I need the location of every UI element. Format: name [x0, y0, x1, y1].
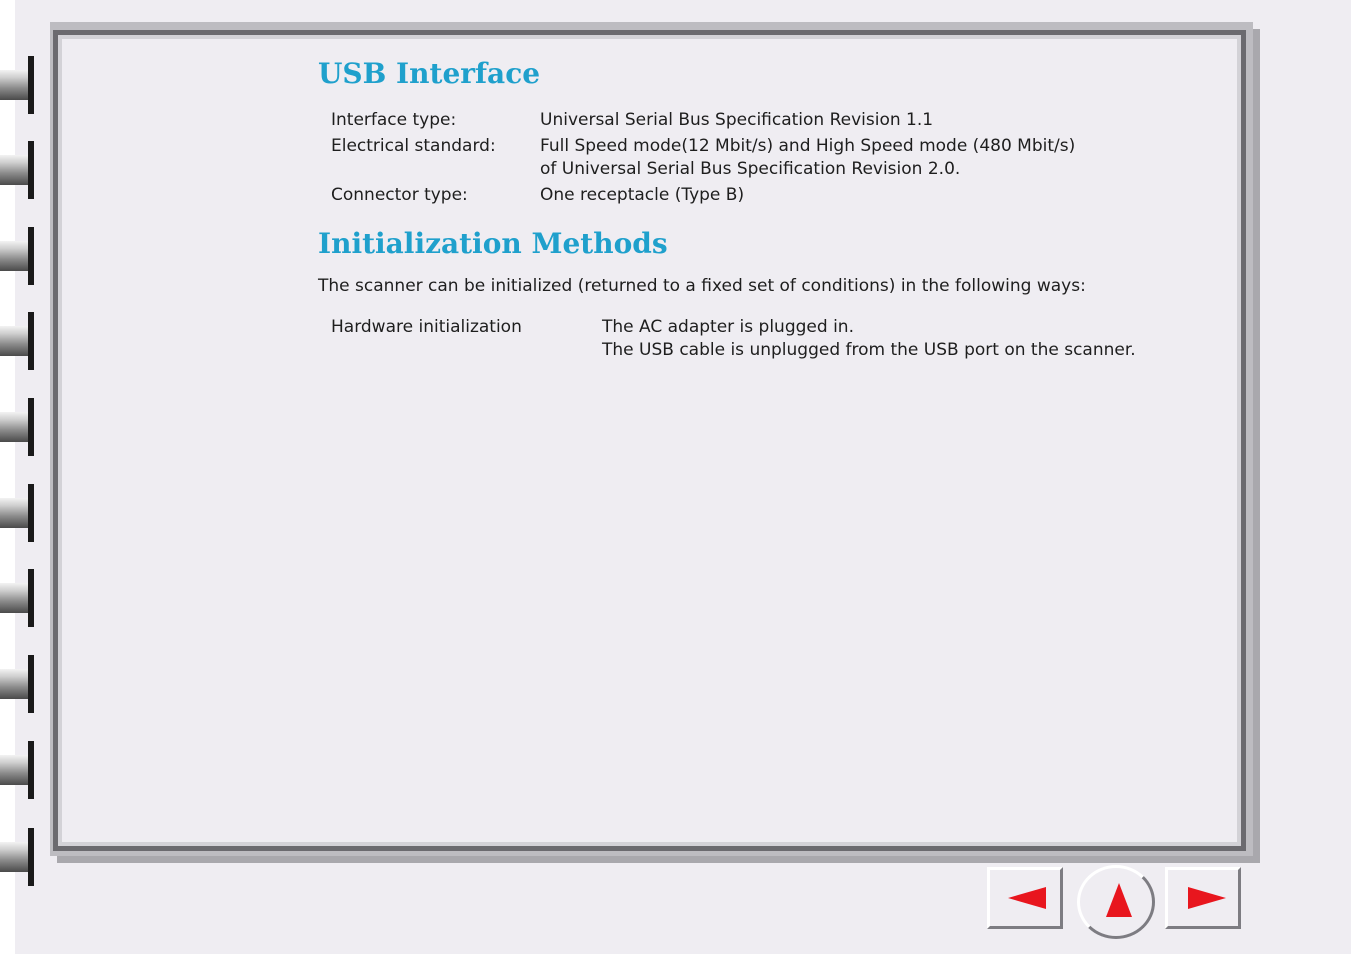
up-button[interactable]	[1077, 865, 1155, 937]
spec-label: Interface type:	[331, 110, 457, 130]
binding-ring	[0, 741, 34, 799]
binding-ring	[0, 141, 34, 199]
page-content	[318, 55, 1218, 362]
spec-label: Connector type:	[331, 185, 468, 205]
spec-value: Universal Serial Bus Specification Revision 1.1	[540, 110, 934, 130]
spec-row-connector-type	[331, 184, 1218, 207]
previous-page-button[interactable]	[987, 867, 1063, 929]
binding-ring	[0, 227, 34, 285]
spec-value: One receptacle (Type B)	[540, 185, 745, 205]
init-values: The AC adapter is plugged in. The USB cable is unplugged from the USB port on the scanner.	[602, 317, 1136, 360]
binding-ring	[0, 655, 34, 713]
spec-value: Full Speed mode(12 Mbit/s) and High Speed mode (480 Mbit/s) of Universal Serial Bus Specification Revision 2.0.	[540, 136, 1076, 179]
binding-ring	[0, 569, 34, 627]
next-page-button[interactable]	[1165, 867, 1241, 929]
init-row-hardware	[331, 316, 1218, 362]
spec-row-electrical-standard	[331, 135, 1218, 181]
up-arrow-icon	[1106, 883, 1132, 917]
usb-interface-heading: USB Interface	[318, 57, 541, 90]
binding-ring	[0, 828, 34, 886]
left-arrow-icon	[1008, 887, 1046, 909]
initialization-intro: The scanner can be initialized (returned to a fixed set of conditions) in the following ways:	[318, 276, 1086, 296]
binding-ring	[0, 484, 34, 542]
spec-label: Electrical standard:	[331, 136, 496, 156]
binding-ring	[0, 56, 34, 114]
binding-ring	[0, 312, 34, 370]
initialization-methods-heading: Initialization Methods	[318, 227, 668, 260]
init-label: Hardware initialization	[331, 317, 522, 337]
right-arrow-icon	[1188, 887, 1226, 909]
usb-spec-table	[331, 109, 1218, 207]
binding-ring	[0, 398, 34, 456]
spec-row-interface-type	[331, 109, 1218, 132]
